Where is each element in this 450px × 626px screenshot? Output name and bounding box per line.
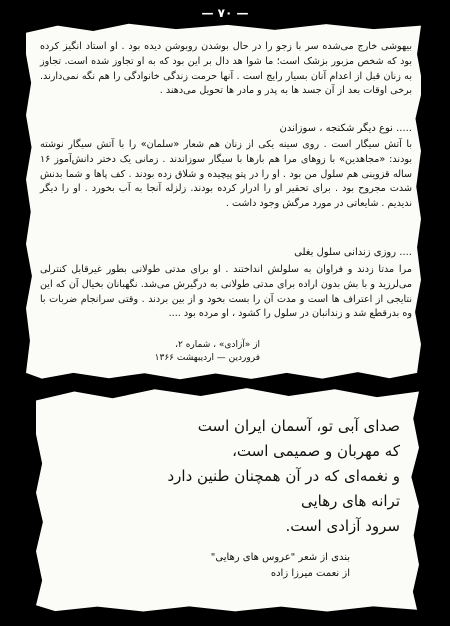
poem-line: سرود آزادی است. xyxy=(285,517,400,535)
section-heading-neighbor-cell: .... روزی زندانی سلول بغلی xyxy=(294,247,412,258)
source-date: فروردین — اردیبهشت ۱۳۶۶ xyxy=(154,353,260,363)
poem-line: و نغمه‌ای که در آن همچنان طنین دارد xyxy=(167,467,400,485)
poem-line: که مهربان و صمیمی است، xyxy=(232,442,400,460)
poem-line: ترانه های رهایی xyxy=(301,492,400,510)
source-issue: از «آزادی» ، شماره ۲، xyxy=(175,340,260,350)
paragraph-2: با آتش سیگار است . روی سینه‌ یکی از زنان هم شعار «سلمان» را با آتش سیگار نوشته بودند: «مجاهدین» با زوهای مرا هم بارها با سیگار سوزاندند . زمانی یک دختر دانش‌آموز ۱۶ ساله قزوینی هم سلول من بود . او را در پتو پیچیده و شلاق زده بودند . کف پاها و شما بدنش شدت مجروح بود . برای تحقیر او را ادرار کرده بودند. زلزله‌ آنجا به آب بخورد . او را دیگر ندیدیم . شایعاتی در مورد مرگش وجود داشت . xyxy=(40,139,412,210)
page-number: — ۷۰ — xyxy=(201,6,249,20)
section-heading-burning: ..... نوع دیگر شکنجه ، سوزاندن xyxy=(279,123,412,134)
poem-credit-author: از نعمت میرزا زاده xyxy=(270,568,350,579)
paragraph-1: بیهوشی خارج می‌شده سر با زجو را در حال بوشدن روبوشن دیده بود . او استاد انگیز کرده بود که شخص مزبور بزشک است؛ ما شوا هد دال بر این بود که به او تجاوز شده است. تجاوز به زنان قبل از اعدام آنان بسیار رایج است . آنها حرمت زندگی خانوادگی را هم نگه نمی‌دارند. برخی اوقات بعد از آن جسد ها به پدر و مادر ها تحویل می‌دهند . xyxy=(40,41,412,97)
paragraph-3: مرا مدتا زدند و فراوان به سلولش انداختند . او برای مدتی طولانی بطور غیرقابل کنترلی می‌لرزید و با بش بدون اراده برای مدتی طولانی به درگیرش می‌شد. نگهبانان بخیال آن که این نتایجی از اعتراف ها است و مدت آن را بست بخود و از بین بردند . وقتی سرانجام ضربات با وه بدرقطع شد و زندانبان در سلول را کشود ، او مرده بود .... xyxy=(40,264,412,320)
poem xyxy=(60,414,400,539)
poem-line: صدای آبی تو، آسمان ایران است xyxy=(197,417,400,435)
poem-credit-title: بندی از شعر "عروس های رهایی" xyxy=(210,552,350,563)
